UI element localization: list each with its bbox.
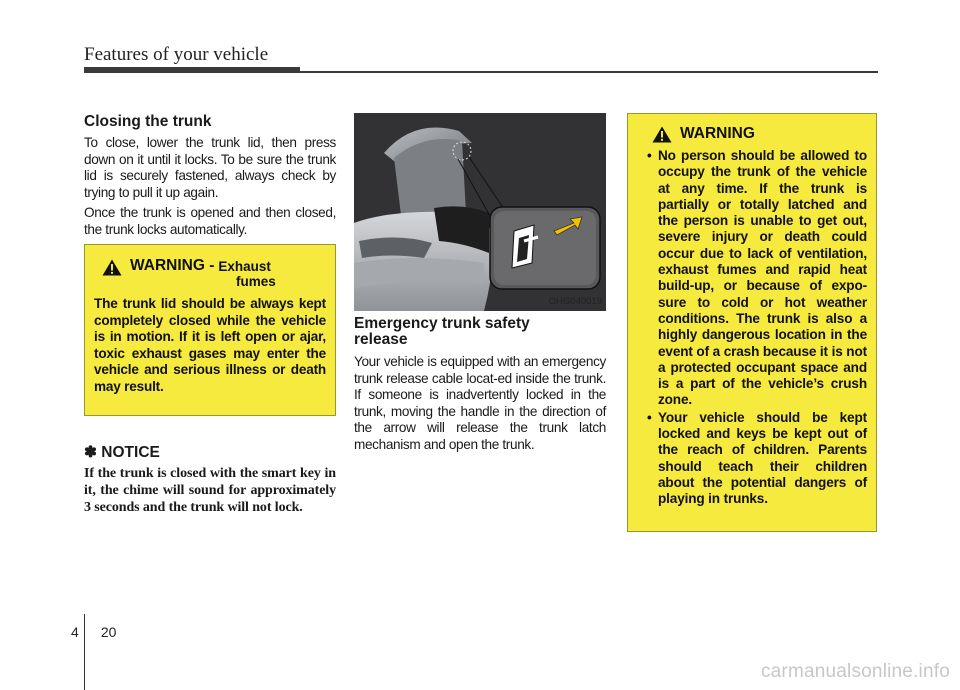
warning-trunk-box (627, 113, 877, 532)
warning-exhaust-title: WARNING - (130, 257, 215, 274)
notice-text: If the trunk is closed with the smart key in it, the chime will sound for approximately 3 seconds and the trunk will not lock. (84, 466, 336, 515)
watermark-text: carmanualsonline.info (760, 661, 950, 682)
trunk-illustration-svg (354, 113, 606, 311)
page-number-divider (84, 614, 85, 690)
notice-section (84, 443, 336, 516)
page-number-value: 20 (100, 624, 117, 640)
section-number: 4 (71, 624, 79, 640)
closing-section (84, 112, 336, 242)
closing-paragraph-2: Once the trunk is opened and then closed, the trunk locks automatically. (84, 205, 336, 237)
warning-trunk-bullet: • Your vehicle should be kept locked and keys be kept out of the reach of children. Parents should teach their children about the potential dangers of playing in trunks. (638, 410, 867, 508)
header-rule-thin (300, 71, 878, 73)
warning-trunk-title: WARNING (680, 125, 755, 142)
warning-triangle-icon (652, 126, 672, 143)
closing-heading: Closing the trunk (84, 113, 212, 130)
emergency-section (354, 316, 606, 457)
emergency-paragraph: Your vehicle is equipped with an emergency trunk release cable locat-ed inside the trunk. If someone is inadvertently locked in the trunk, moving the handle in the direction of the arrow will release the trunk latch mechanism and open the trunk. (354, 354, 606, 452)
header-rule-thick (84, 67, 300, 73)
closing-paragraph-1: To close, lower the trunk lid, then press down on it until it locks. To be sure the trunk lid is securely fastened, always check by trying to pull it up again. (84, 135, 336, 200)
warning-trunk-bullet: • No person should be allowed to occupy the trunk of the vehicle at any time. If the trunk is partially or totally latched and the person is unable to get out, severe injury or death could occur due to lack of ventilation, exhaust fumes and rapid heat build-up, or because of expo-sure to cold or hot weather conditions. The trunk is also a highly dangerous location in the event of a crash because it is not a protected occupant space and is a part of the vehicle’s crush zone. (638, 148, 867, 409)
emergency-heading-line-1: Emergency trunk safety (354, 315, 530, 332)
trunk-release-illustration (354, 113, 606, 311)
notice-title: ✽ NOTICE (84, 444, 160, 461)
warning-exhaust-text: The trunk lid should be always kept completely closed while the vehicle is in motion. If it is left open or ajar, toxic exhaust gases may enter the vehicle and serious illness or death may result. (94, 296, 326, 394)
warning-triangle-icon (102, 259, 122, 276)
figure-caption: OHG040019 (548, 296, 602, 307)
warning-trunk-list (638, 148, 867, 508)
emergency-heading (354, 316, 606, 348)
warning-trunk-title-row (652, 124, 867, 143)
emergency-heading-line-2: release (354, 331, 408, 348)
warning-exhaust-subtitle-2: fumes (236, 274, 276, 289)
page-number (71, 624, 116, 640)
warning-exhaust-box (84, 244, 336, 416)
warning-exhaust-subtitle-1: Exhaust (218, 259, 271, 274)
page-header-title: Features of your vehicle (84, 44, 269, 65)
